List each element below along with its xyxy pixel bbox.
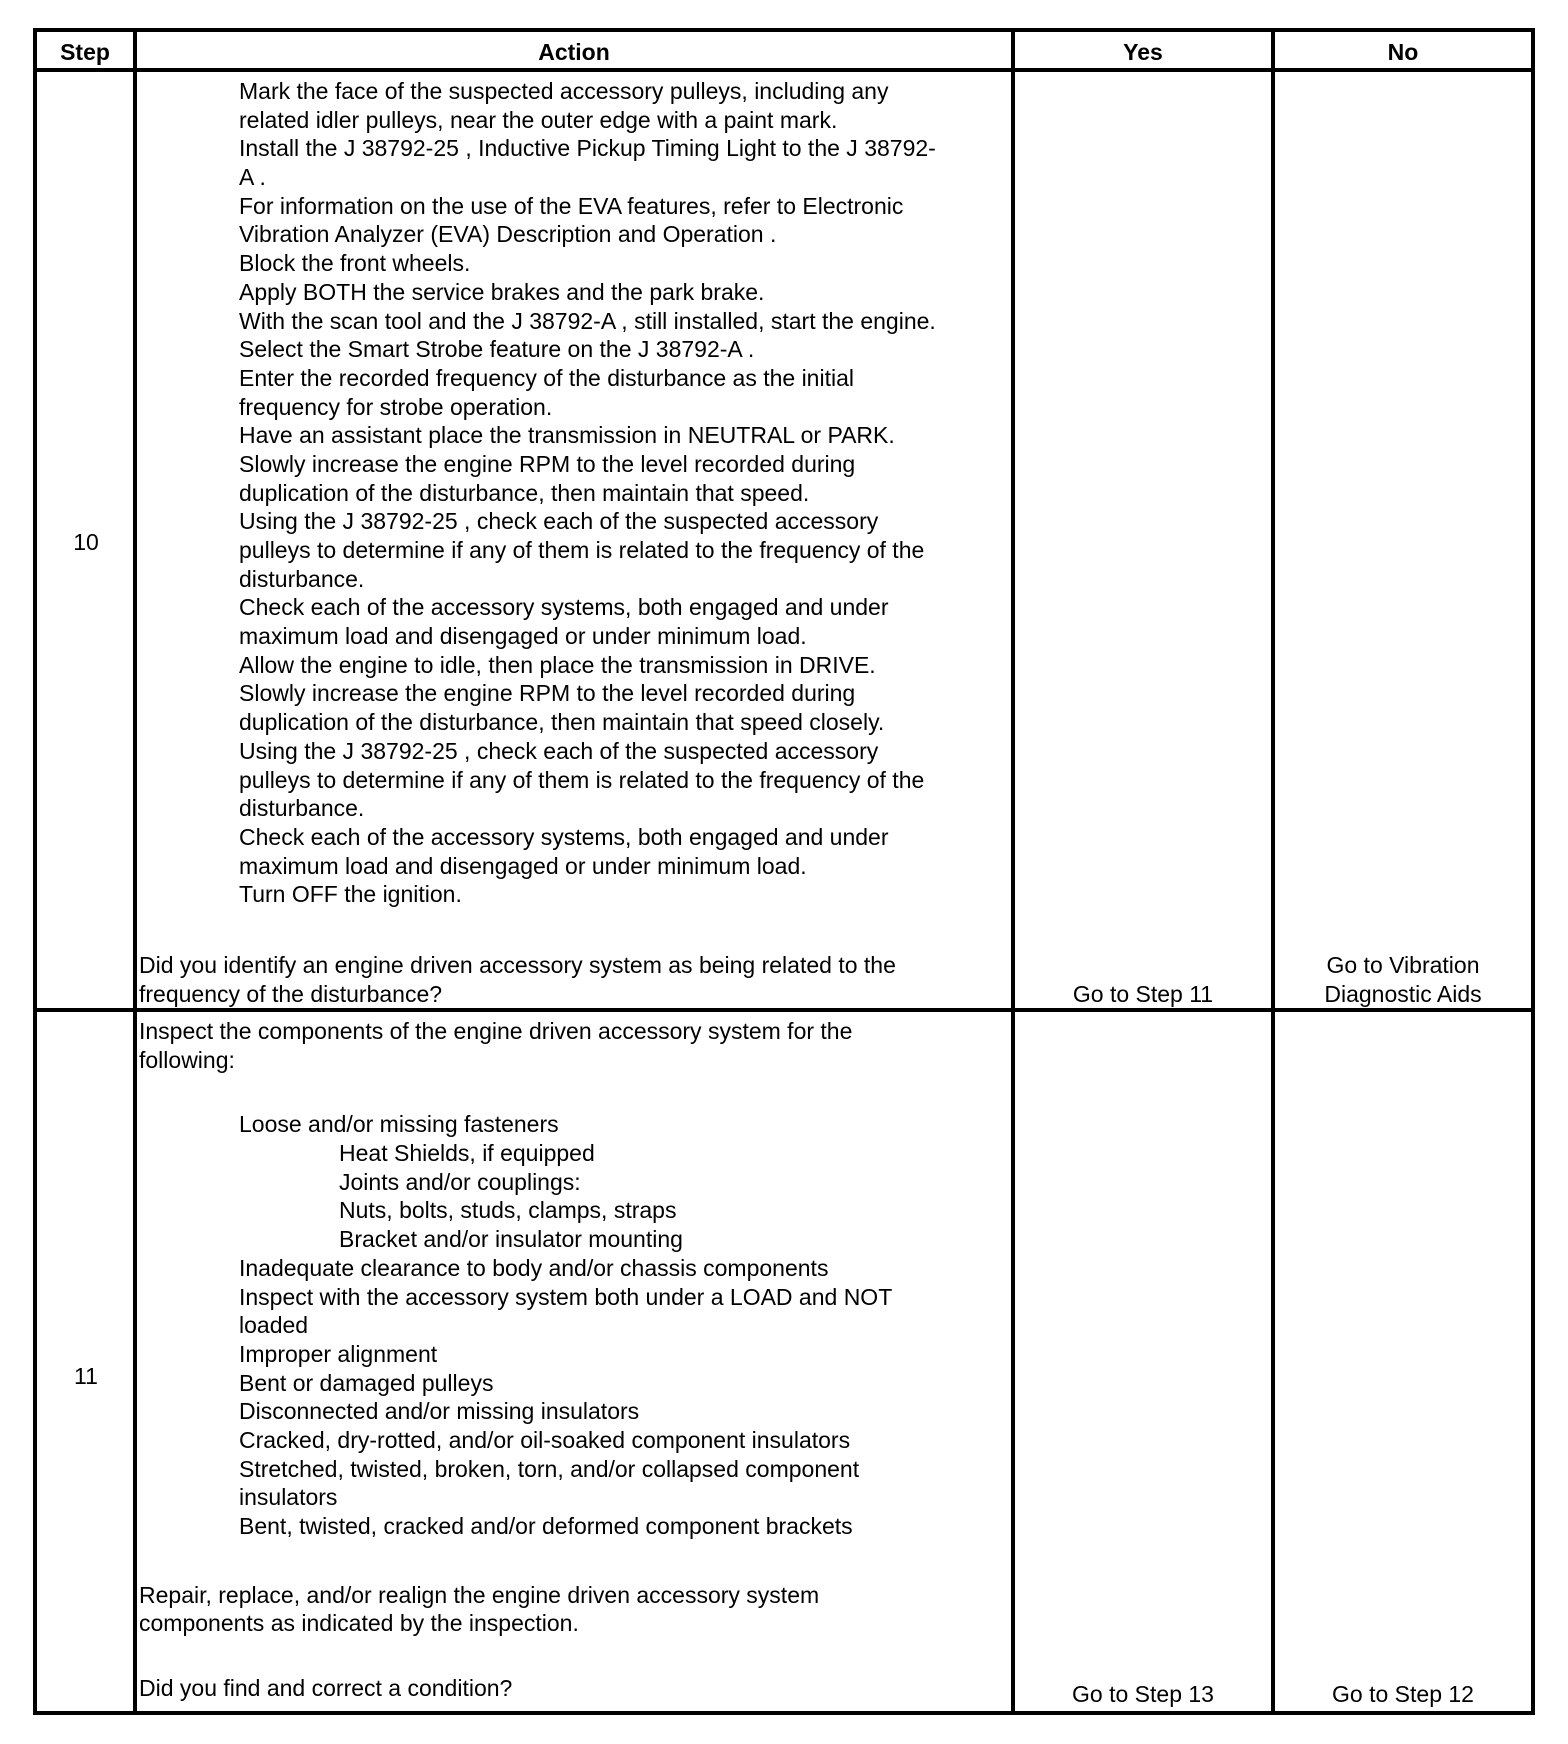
inspection-item: Inspect with the accessory system both under a LOAD and NOT [239,1283,893,1310]
action-line: disturbance. [239,795,365,822]
action-line: Check each of the accessory systems, both engaged and under [239,594,889,621]
row-divider [37,1008,1531,1012]
list-item: Loose and/or missing fasteners [239,1111,559,1138]
inspection-item: Bent or damaged pulleys [239,1369,494,1396]
spacer [139,1074,892,1110]
column-divider [133,32,137,1711]
step-11-no: Go to Step 12 [1332,1681,1474,1707]
step-11-action [139,1017,892,1703]
step-11-question: Did you find and correct a condition? [139,1675,513,1702]
action-line: Install the J 38792-25 , Inductive Pickup Timing Light to the J 38792- [239,135,936,162]
step-11-yes: Go to Step 13 [1072,1681,1214,1707]
spacer [139,1638,892,1674]
sub-item: Bracket and/or insulator mounting [339,1226,683,1253]
action-line: Block the front wheels. [239,250,471,277]
action-line: frequency for strobe operation. [239,393,553,420]
action-line: Slowly increase the engine RPM to the level recorded during [239,450,856,477]
action-line: Slowly increase the engine RPM to the level recorded during [239,680,856,707]
sub-item: Nuts, bolts, studs, clamps, straps [339,1197,677,1224]
header-yes: Yes [1123,38,1163,65]
header-step: Step [60,38,110,65]
intro-line: Inspect the components of the engine driven accessory system for the [139,1018,853,1044]
column-divider [1011,32,1015,1711]
action-line: Select the Smart Strobe feature on the J 38792-A . [239,336,755,363]
action-line: disturbance. [239,565,365,592]
sub-item: Joints and/or couplings: [339,1168,581,1195]
action-line: A . [239,164,266,191]
action-line: Enter the recorded frequency of the disturbance as the initial [239,364,854,391]
action-line: With the scan tool and the J 38792-A , still installed, start the engine. [239,307,936,334]
repair-line: components as indicated by the inspection. [139,1610,579,1637]
action-line: pulleys to determine if any of them is related to the frequency of the [239,537,925,563]
inspection-item: Bent, twisted, cracked and/or deformed component brackets [239,1513,853,1539]
action-line: related idler pulleys, near the outer edge with a paint mark. [239,106,838,133]
action-line: Using the J 38792-25 , check each of the suspected accessory [239,737,879,764]
step-10-question [139,951,896,1008]
step-10-action [139,77,936,909]
action-line: Apply BOTH the service brakes and the park brake. [239,278,765,305]
step-10-no [1275,951,1531,1008]
action-line: Have an assistant place the transmission in NEUTRAL or PARK. [239,422,895,449]
action-line: maximum load and disengaged or under minimum load. [239,623,807,650]
action-line: pulleys to determine if any of them is related to the frequency of the [239,766,925,793]
inspection-item: loaded [239,1312,309,1339]
action-line: duplication of the disturbance, then maintain that speed closely. [239,709,885,736]
action-line: Vibration Analyzer (EVA) Description and Operation . [239,221,777,248]
inspection-item: Cracked, dry-rotted, and/or oil-soaked component insulators [239,1426,851,1453]
action-line: duplication of the disturbance, then maintain that speed. [239,479,810,506]
no-line: Diagnostic Aids [1324,980,1482,1007]
inspection-item: Improper alignment [239,1340,438,1367]
inspection-item: Inadequate clearance to body and/or chassis components [239,1254,829,1281]
question-line: frequency of the disturbance? [139,980,443,1007]
action-line: Turn OFF the ignition. [239,881,462,908]
action-line: For information on the use of the EVA features, refer to Electronic [239,192,904,219]
step-number-10: 10 [73,529,99,555]
question-line: Did you identify an engine driven accessory system as being related to the [139,952,896,978]
inspection-list [139,1254,892,1541]
action-line: Allow the engine to idle, then place the transmission in DRIVE. [239,651,876,678]
sub-item: Heat Shields, if equipped [339,1140,595,1167]
diagnostic-table [33,28,1535,1715]
sub-item-list [139,1139,892,1254]
spacer [139,1541,892,1581]
action-line: Mark the face of the suspected accessory pulleys, including any [239,78,889,104]
header-action: Action [538,38,610,65]
action-line: Check each of the accessory systems, both engaged and under [239,823,889,850]
action-line: Using the J 38792-25 , check each of the suspected accessory [239,508,879,535]
step-number-11: 11 [74,1363,98,1389]
no-line: Go to Vibration [1326,952,1480,978]
repair-line: Repair, replace, and/or realign the engine driven accessory system [139,1581,820,1608]
step-10-yes: Go to Step 11 [1072,981,1214,1007]
inspection-item: Stretched, twisted, broken, torn, and/or collapsed component [239,1455,860,1482]
inspection-item: Disconnected and/or missing insulators [239,1398,640,1425]
action-line: maximum load and disengaged or under minimum load. [239,852,807,879]
inspection-item: insulators [239,1484,338,1511]
header-no: No [1387,38,1419,65]
column-divider [1271,32,1275,1711]
intro-line: following: [139,1046,235,1073]
